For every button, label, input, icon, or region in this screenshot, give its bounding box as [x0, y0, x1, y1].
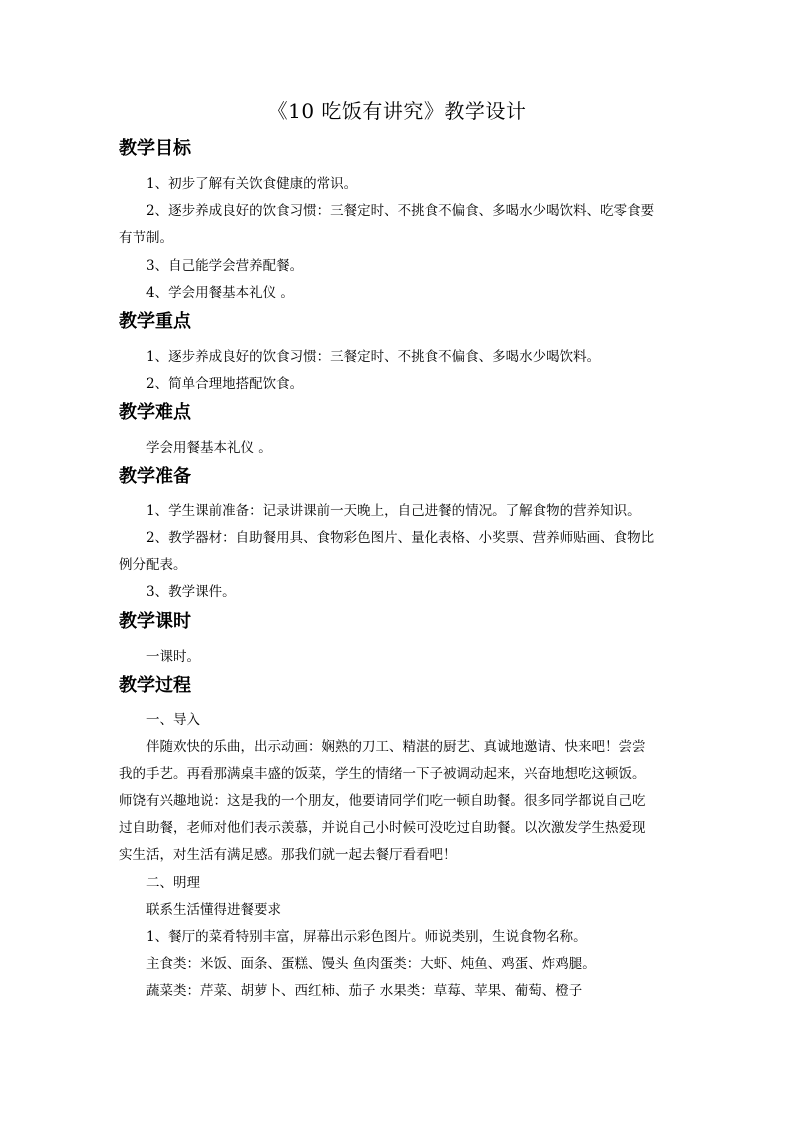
- hours-line: 一课时。: [146, 649, 200, 665]
- process-line: 我的手艺。再看那满桌丰盛的饭菜，学生的情绪一下子被调动起来，兴奋地想吃这顿饭。: [119, 766, 646, 782]
- process-line: 二、明理: [146, 875, 200, 891]
- goals-line: 有节制。: [119, 230, 173, 246]
- goals-line: 3、自己能学会营养配餐。: [146, 258, 304, 274]
- preparation-line: 1、学生课前准备：记录讲课前一天晚上，自己进餐的情况。了解食物的营养知识。: [146, 503, 641, 519]
- heading-preparation: 教学准备: [119, 466, 191, 487]
- difficulties-line: 学会用餐基本礼仪 。: [146, 440, 272, 456]
- heading-key-points: 教学重点: [119, 311, 191, 332]
- process-line: 实生活，对生活有满足感。那我们就一起去餐厅看看吧！: [119, 847, 457, 863]
- key-points-line: 2、简单合理地搭配饮食。: [146, 376, 304, 392]
- process-line: 蔬菜类：芹菜、胡萝卜、西红柿、茄子 水果类：草莓、苹果、葡萄、橙子: [146, 983, 583, 999]
- process-line: 伴随欢快的乐曲，出示动画：娴熟的刀工、精湛的厨艺、真诚地邀请、快来吧！尝尝: [146, 739, 646, 755]
- process-line: 过自助餐，老师对他们表示羡慕，并说自己小时候可没吃过自助餐。以次激发学生热爱现: [119, 820, 646, 836]
- process-line: 主食类：米饭、面条、蛋糕、馒头 鱼肉蛋类：大虾、炖鱼、鸡蛋、炸鸡腿。: [146, 956, 596, 972]
- key-points-line: 1、逐步养成良好的饮食习惯：三餐定时、不挑食不偏食、多喝水少喝饮料。: [146, 349, 601, 365]
- goals-line: 1、初步了解有关饮食健康的常识。: [146, 176, 358, 192]
- preparation-line: 2、教学器材：自助餐用具、食物彩色图片、量化表格、小奖票、营养师贴画、食物比: [146, 530, 655, 546]
- preparation-line: 例分配表。: [119, 557, 187, 573]
- goals-line: 2、逐步养成良好的饮食习惯：三餐定时、不挑食不偏食、多喝水少喝饮料、吃零食要: [146, 203, 655, 219]
- process-line: 联系生活懂得进餐要求: [146, 902, 281, 918]
- preparation-line: 3、教学课件。: [146, 584, 236, 600]
- goals-line: 4、学会用餐基本礼仪 。: [146, 285, 294, 301]
- heading-difficulties: 教学难点: [119, 402, 191, 423]
- heading-hours: 教学课时: [119, 611, 191, 632]
- heading-goals: 教学目标: [119, 138, 191, 159]
- heading-process: 教学过程: [119, 675, 191, 696]
- process-line: 一、导入: [146, 712, 200, 728]
- process-line: 师饶有兴趣地说：这是我的一个朋友，他要请同学们吃一顿自助餐。很多同学都说自己吃: [119, 793, 646, 809]
- process-line: 1、餐厅的菜肴特别丰富，屏幕出示彩色图片。师说类别，生说食物名称。: [146, 929, 587, 945]
- document-title: 《10 吃饭有讲究》教学设计: [267, 99, 527, 123]
